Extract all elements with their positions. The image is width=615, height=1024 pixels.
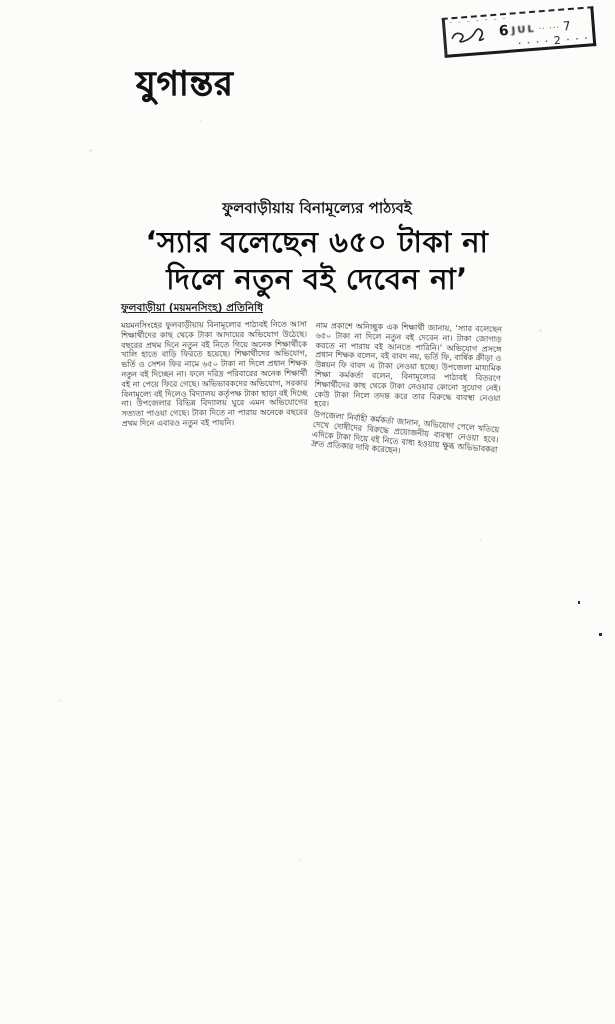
body-column-right: [310, 321, 502, 456]
byline: ফুলবাড়ীয়া (ময়মনসিংহ) প্রতিনিধি: [121, 302, 263, 314]
kicker-line: ফুলবাড়ীয়ায় বিনামূল্যের পাঠ্যবই: [222, 199, 412, 217]
stamp-dots: ·· ···: [538, 22, 561, 33]
headline: [121, 224, 513, 298]
stamp-bottom-line: · · · · 2 · · ·: [517, 31, 590, 51]
body-column-right-top: নাম প্রকাশে অনিচ্ছুক এক শিক্ষার্থী জানায়, ‘স্যার বলেছেন ৬৫০ টাকা না দিলে নতুন বই দেবেন না। টাকা জোগাড় করতে না পারায় বই আনতে পারিনি।’ অভিযোগ প্রসঙ্গে প্রধান শিক্ষক বলেন, বই বাবদ নয়, ভর্তি ফি, বার্ষিক ক্রীড়া ও উন্নয়ন ফি বাবদ এ টাকা নেওয়া হচ্ছে। উপজেলা মাধ্যমিক শিক্ষা কর্মকর্তা বলেন, বিনামূল্যের পাঠ্যবই বিতরণে শিক্ষার্থীদের কাছ থেকে টাকা নেওয়ার কোনো সুযোগ নেই। কেউ টাকা নিলে তদন্ত করে তার বিরুদ্ধে ব্যবস্থা নেওয়া হবে।: [314, 321, 502, 409]
headline-line-2: দিলে নতুন বই দেবেন না’: [166, 262, 468, 296]
stamp-month: JUL: [511, 23, 537, 37]
body-column-left: ময়মনসিংহের ফুলবাড়ীয়ায় বিনামূল্যের পাঠ্যবই নিতে আসা শিক্ষার্থীদের কাছ থেকে টাকা আদায়ের অভিযোগ উঠেছে। বছরের প্রথম দিনে নতুন বই নিতে গিয়ে অনেক শিক্ষার্থীকে খালি হাতে বাড়ি ফিরতে হয়েছে। শিক্ষার্থীদের অভিযোগ, ভর্তি ও সেশন ফির নামে ৬৫০ টাকা না দিলে প্রধান শিক্ষক নতুন বই দিচ্ছেন না। ফলে দরিদ্র পরিবারের অনেক শিক্ষার্থী বই না পেয়ে ফিরে গেছে। অভিভাবকদের অভিযোগ, সরকার বিনামূল্যে বই দিলেও বিদ্যালয় কর্তৃপক্ষ টাকা ছাড়া বই দিচ্ছে না। উপজেলার বিভিন্ন বিদ্যালয় ঘুরে এমন অভিযোগের সত্যতা পাওয়া গেছে। টাকা দিতে না পারায় অনেকে বছরের প্রথম দিনে এবারও নতুন বই পায়নি।: [121, 319, 308, 428]
article-body: [121, 319, 513, 456]
headline-line-1: ‘স্যার বলেছেন ৬৫০ টাকা না: [145, 225, 489, 259]
scan-speck: [599, 633, 602, 636]
stamp-digit: 7: [562, 18, 572, 34]
stamp-day: 6: [498, 22, 510, 40]
body-column-right-bottom: উপজেলা নির্বাহী কর্মকর্তা জানান, অভিযোগ পেলে খতিয়ে দেখে দোষীদের বিরুদ্ধে প্রয়োজনীয় ব্যবস্থা নেওয়া হবে। এদিকে টাকা দিয়ে বই নিতে বাধ্য হওয়ায় ক্ষুব্ধ অভিভাবকরা দ্রুত প্রতিকার দাবি করেছেন।: [310, 410, 500, 456]
scan-noise: [0, 0, 1, 1]
newspaper-masthead: যুগান্তর: [136, 64, 234, 104]
date-stamp: [442, 6, 597, 58]
news-clipping: [121, 197, 513, 456]
stamp-dashed-line: – – – – – – –: [448, 14, 508, 27]
scan-speck: [578, 601, 580, 604]
